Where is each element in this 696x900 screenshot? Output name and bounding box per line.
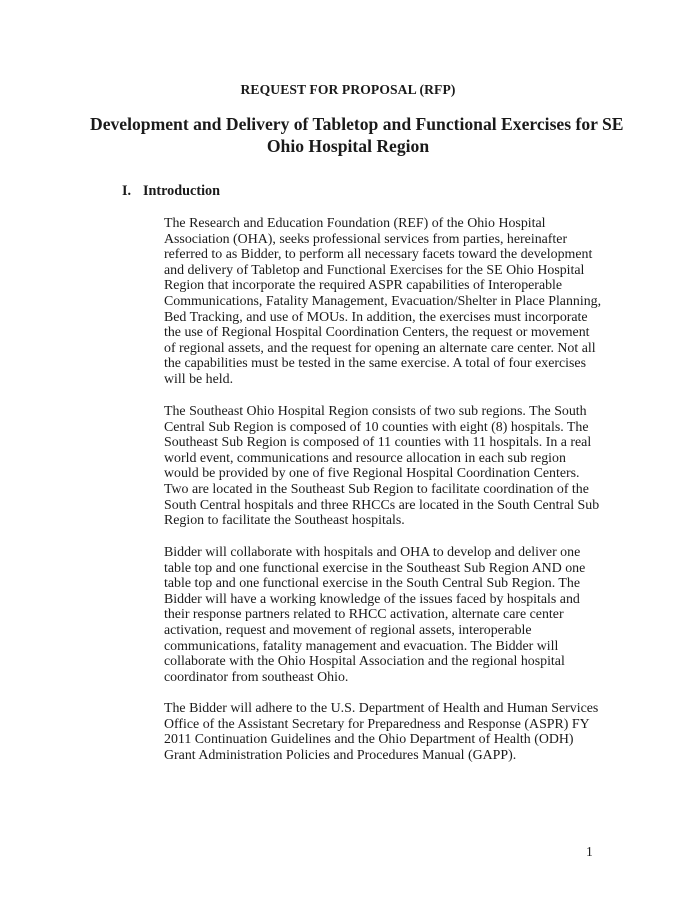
text-line: table top and one functional exercise in the Southeast Sub Region AND one (164, 560, 586, 576)
text-line: Region to facilitate the Southeast hospitals. (164, 513, 405, 529)
text-line: Southeast Sub Region is composed of 11 counties with 11 hospitals. In a real (164, 435, 592, 451)
text-line: Bidder will have a working knowledge of the issues faced by hospitals and (164, 591, 580, 607)
text-line: The Research and Education Foundation (REF) of the Ohio Hospital (164, 216, 546, 231)
text-line: Association (OHA), seeks professional services from parties, hereinafter (164, 231, 568, 247)
section-title: Introduction (143, 183, 220, 199)
text-line: Communications, Fatality Management, Evacuation/Shelter in Place Planning, (164, 293, 602, 309)
title-line: Ohio Hospital Region (266, 136, 430, 156)
document-title (90, 113, 624, 157)
text-line: Bed Tracking, and use of MOUs. In addition, the exercises must incorporate (164, 309, 588, 325)
text-line: 2011 Continuation Guidelines and the Ohio Department of Health (ODH) (164, 732, 574, 748)
paragraph-intro (164, 216, 604, 388)
page-number: 1 (586, 844, 593, 859)
paragraph-compliance (164, 701, 604, 763)
text-line: coordinator from southeast Ohio. (164, 669, 349, 685)
rfp-label: REQUEST FOR PROPOSAL (RFP) (240, 82, 456, 97)
text-line: would be provided by one of five Regional Hospital Coordination Centers. (164, 466, 580, 482)
text-line: the use of Regional Hospital Coordination Centers, the request or movement (164, 325, 590, 341)
paragraph-region (164, 404, 604, 529)
title-line: Development and Delivery of Tabletop and Functional Exercises for SE (90, 114, 624, 134)
text-line: and delivery of Tabletop and Functional Exercises for the SE Ohio Hospital (164, 262, 585, 278)
section-number: I. (122, 183, 132, 199)
text-line: activation, request and movement of regional assets, interoperable (164, 622, 532, 638)
text-line: will be held. (164, 371, 234, 387)
text-line: Two are located in the Southeast Sub Region to facilitate coordination of the (164, 481, 589, 497)
text-line: table top and one functional exercise in the South Central Sub Region. The (164, 576, 580, 592)
text-line: referred to as Bidder, to perform all necessary facets toward the development (164, 247, 593, 263)
text-line: the capabilities must be tested in the same exercise. A total of four exercises (164, 356, 586, 372)
text-line: of regional assets, and the request for opening an alternate care center. Not all (164, 340, 596, 356)
text-line: The Southeast Ohio Hospital Region consists of two sub regions. The South (164, 404, 587, 419)
text-line: Central Sub Region is composed of 10 counties with eight (8) hospitals. The (164, 419, 589, 435)
text-line: collaborate with the Ohio Hospital Association and the regional hospital (164, 654, 565, 670)
text-line: communications, fatality management and evacuation. The Bidder will (164, 638, 559, 654)
text-line: world event, communications and resource allocation in each sub region (164, 450, 566, 466)
text-line: South Central hospitals and three RHCCs are located in the South Central Sub (164, 497, 600, 513)
text-line: Grant Administration Policies and Procedures Manual (GAPP). (164, 747, 517, 763)
text-line: Office of the Assistant Secretary for Preparedness and Response (ASPR) FY (164, 716, 590, 732)
text-line: Region that incorporate the required ASPR capabilities of Interoperable (164, 278, 563, 294)
text-line: Bidder will collaborate with hospitals and OHA to develop and deliver one (164, 545, 581, 560)
section-heading (122, 183, 220, 200)
paragraph-bidder-collaboration (164, 545, 604, 685)
text-line: their response partners related to RHCC activation, alternate care center (164, 607, 564, 623)
text-line: The Bidder will adhere to the U.S. Department of Health and Human Services (164, 701, 599, 716)
